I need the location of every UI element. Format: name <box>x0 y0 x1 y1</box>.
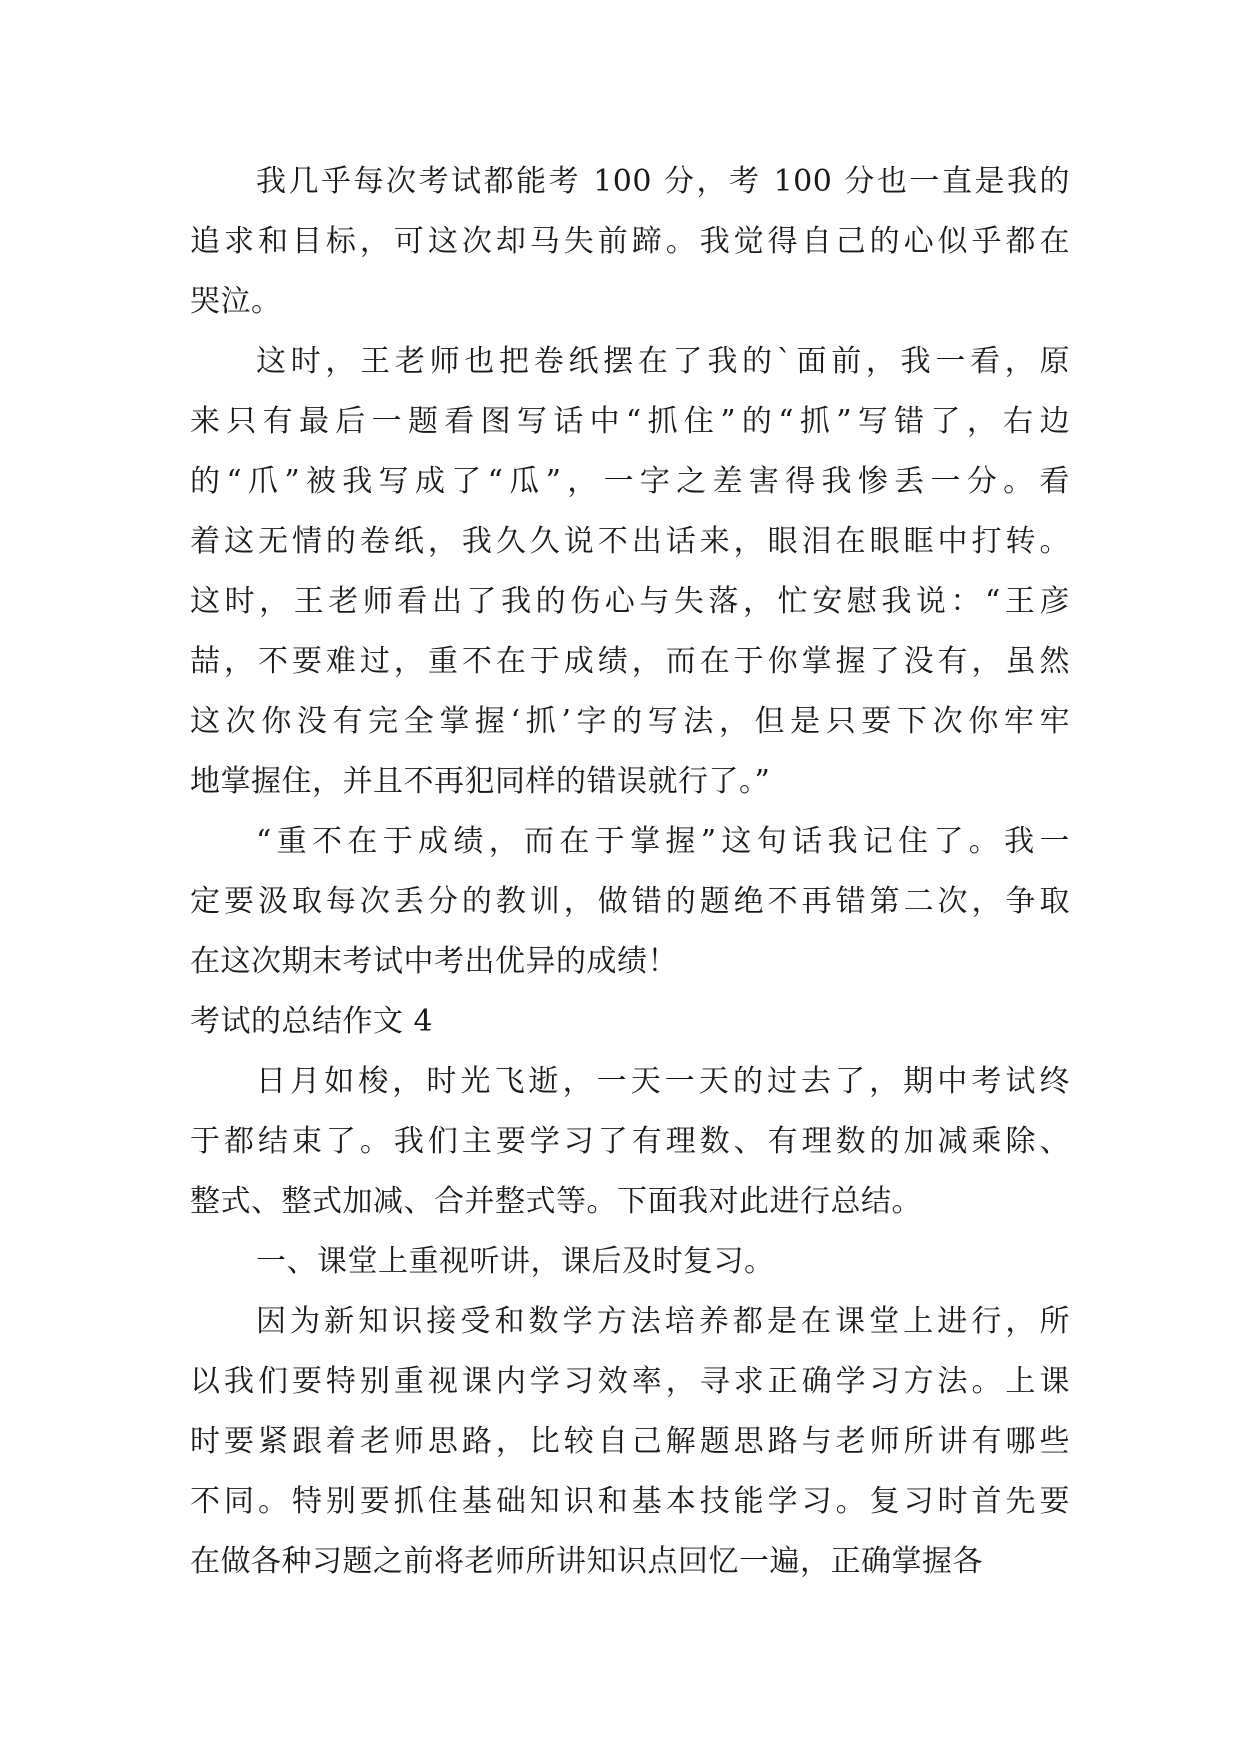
text-line: 于都结束了。我们主要学习了有理数、有理数的加减乘除、 <box>190 1124 1070 1159</box>
text-line: 追求和目标，可这次却马失前蹄。我觉得自己的心似乎都在 <box>190 224 1070 259</box>
text-line: 因为新知识接受和数学方法培养都是在课堂上进行，所 <box>256 1304 1070 1339</box>
paragraph-p3 <box>190 812 1070 992</box>
text-line: 在这次期末考试中考出优异的成绩！ <box>190 944 678 979</box>
text-line: 这时，王老师看出了我的伤心与失落，忙安慰我说：“王彦 <box>190 584 1070 619</box>
paragraph-p2 <box>190 332 1070 812</box>
text-line: 来只有最后一题看图写话中“抓住”的“抓”写错了，右边 <box>190 404 1070 439</box>
text-line: “重不在于成绩，而在于掌握”这句话我记住了。我一 <box>256 824 1070 859</box>
text-line: 我几乎每次考试都能考 100 分，考 100 分也一直是我的 <box>256 164 1070 199</box>
text-line: 的“爪”被我写成了“瓜”，一字之差害得我惨丢一分。看 <box>190 464 1070 499</box>
text-line: 时要紧跟着老师思路，比较自己解题思路与老师所讲有哪些 <box>190 1424 1070 1459</box>
text-line: 着这无情的卷纸，我久久说不出话来，眼泪在眼眶中打转。 <box>190 524 1070 559</box>
document-body <box>190 152 1070 1592</box>
text-line: 以我们要特别重视课内学习效率，寻求正确学习方法。上课 <box>190 1364 1070 1399</box>
paragraph-p4 <box>190 1052 1070 1232</box>
paragraph-p6 <box>190 1292 1070 1592</box>
text-line: 一、课堂上重视听讲，课后及时复习。 <box>256 1244 775 1279</box>
text-line: 哭泣。 <box>190 284 282 319</box>
paragraph-p5 <box>190 1232 1070 1292</box>
text-line: 不同。特别要抓住基础知识和基本技能学习。复习时首先要 <box>190 1484 1070 1519</box>
heading-text: 考试的总结作文 4 <box>190 1004 434 1039</box>
section-heading <box>190 992 1070 1052</box>
text-line: 定要汲取每次丢分的教训，做错的题绝不再错第二次，争取 <box>190 884 1070 919</box>
text-line: 整式、整式加减、合并整式等。下面我对此进行总结。 <box>190 1184 922 1219</box>
text-line: 这次你没有完全掌握‘抓’字的写法，但是只要下次你牢牢 <box>190 704 1070 739</box>
text-line: 日月如梭，时光飞逝，一天一天的过去了，期中考试终 <box>256 1064 1070 1099</box>
text-line: 这时，王老师也把卷纸摆在了我的`面前，我一看，原 <box>256 344 1070 379</box>
text-line: 地掌握住，并且不再犯同样的错误就行了。” <box>190 764 771 799</box>
text-line: 喆，不要难过，重不在于成绩，而在于你掌握了没有，虽然 <box>190 644 1070 679</box>
paragraph-p1 <box>190 152 1070 332</box>
text-line: 在做各种习题之前将老师所讲知识点回忆一遍，正确掌握各 <box>190 1544 983 1579</box>
